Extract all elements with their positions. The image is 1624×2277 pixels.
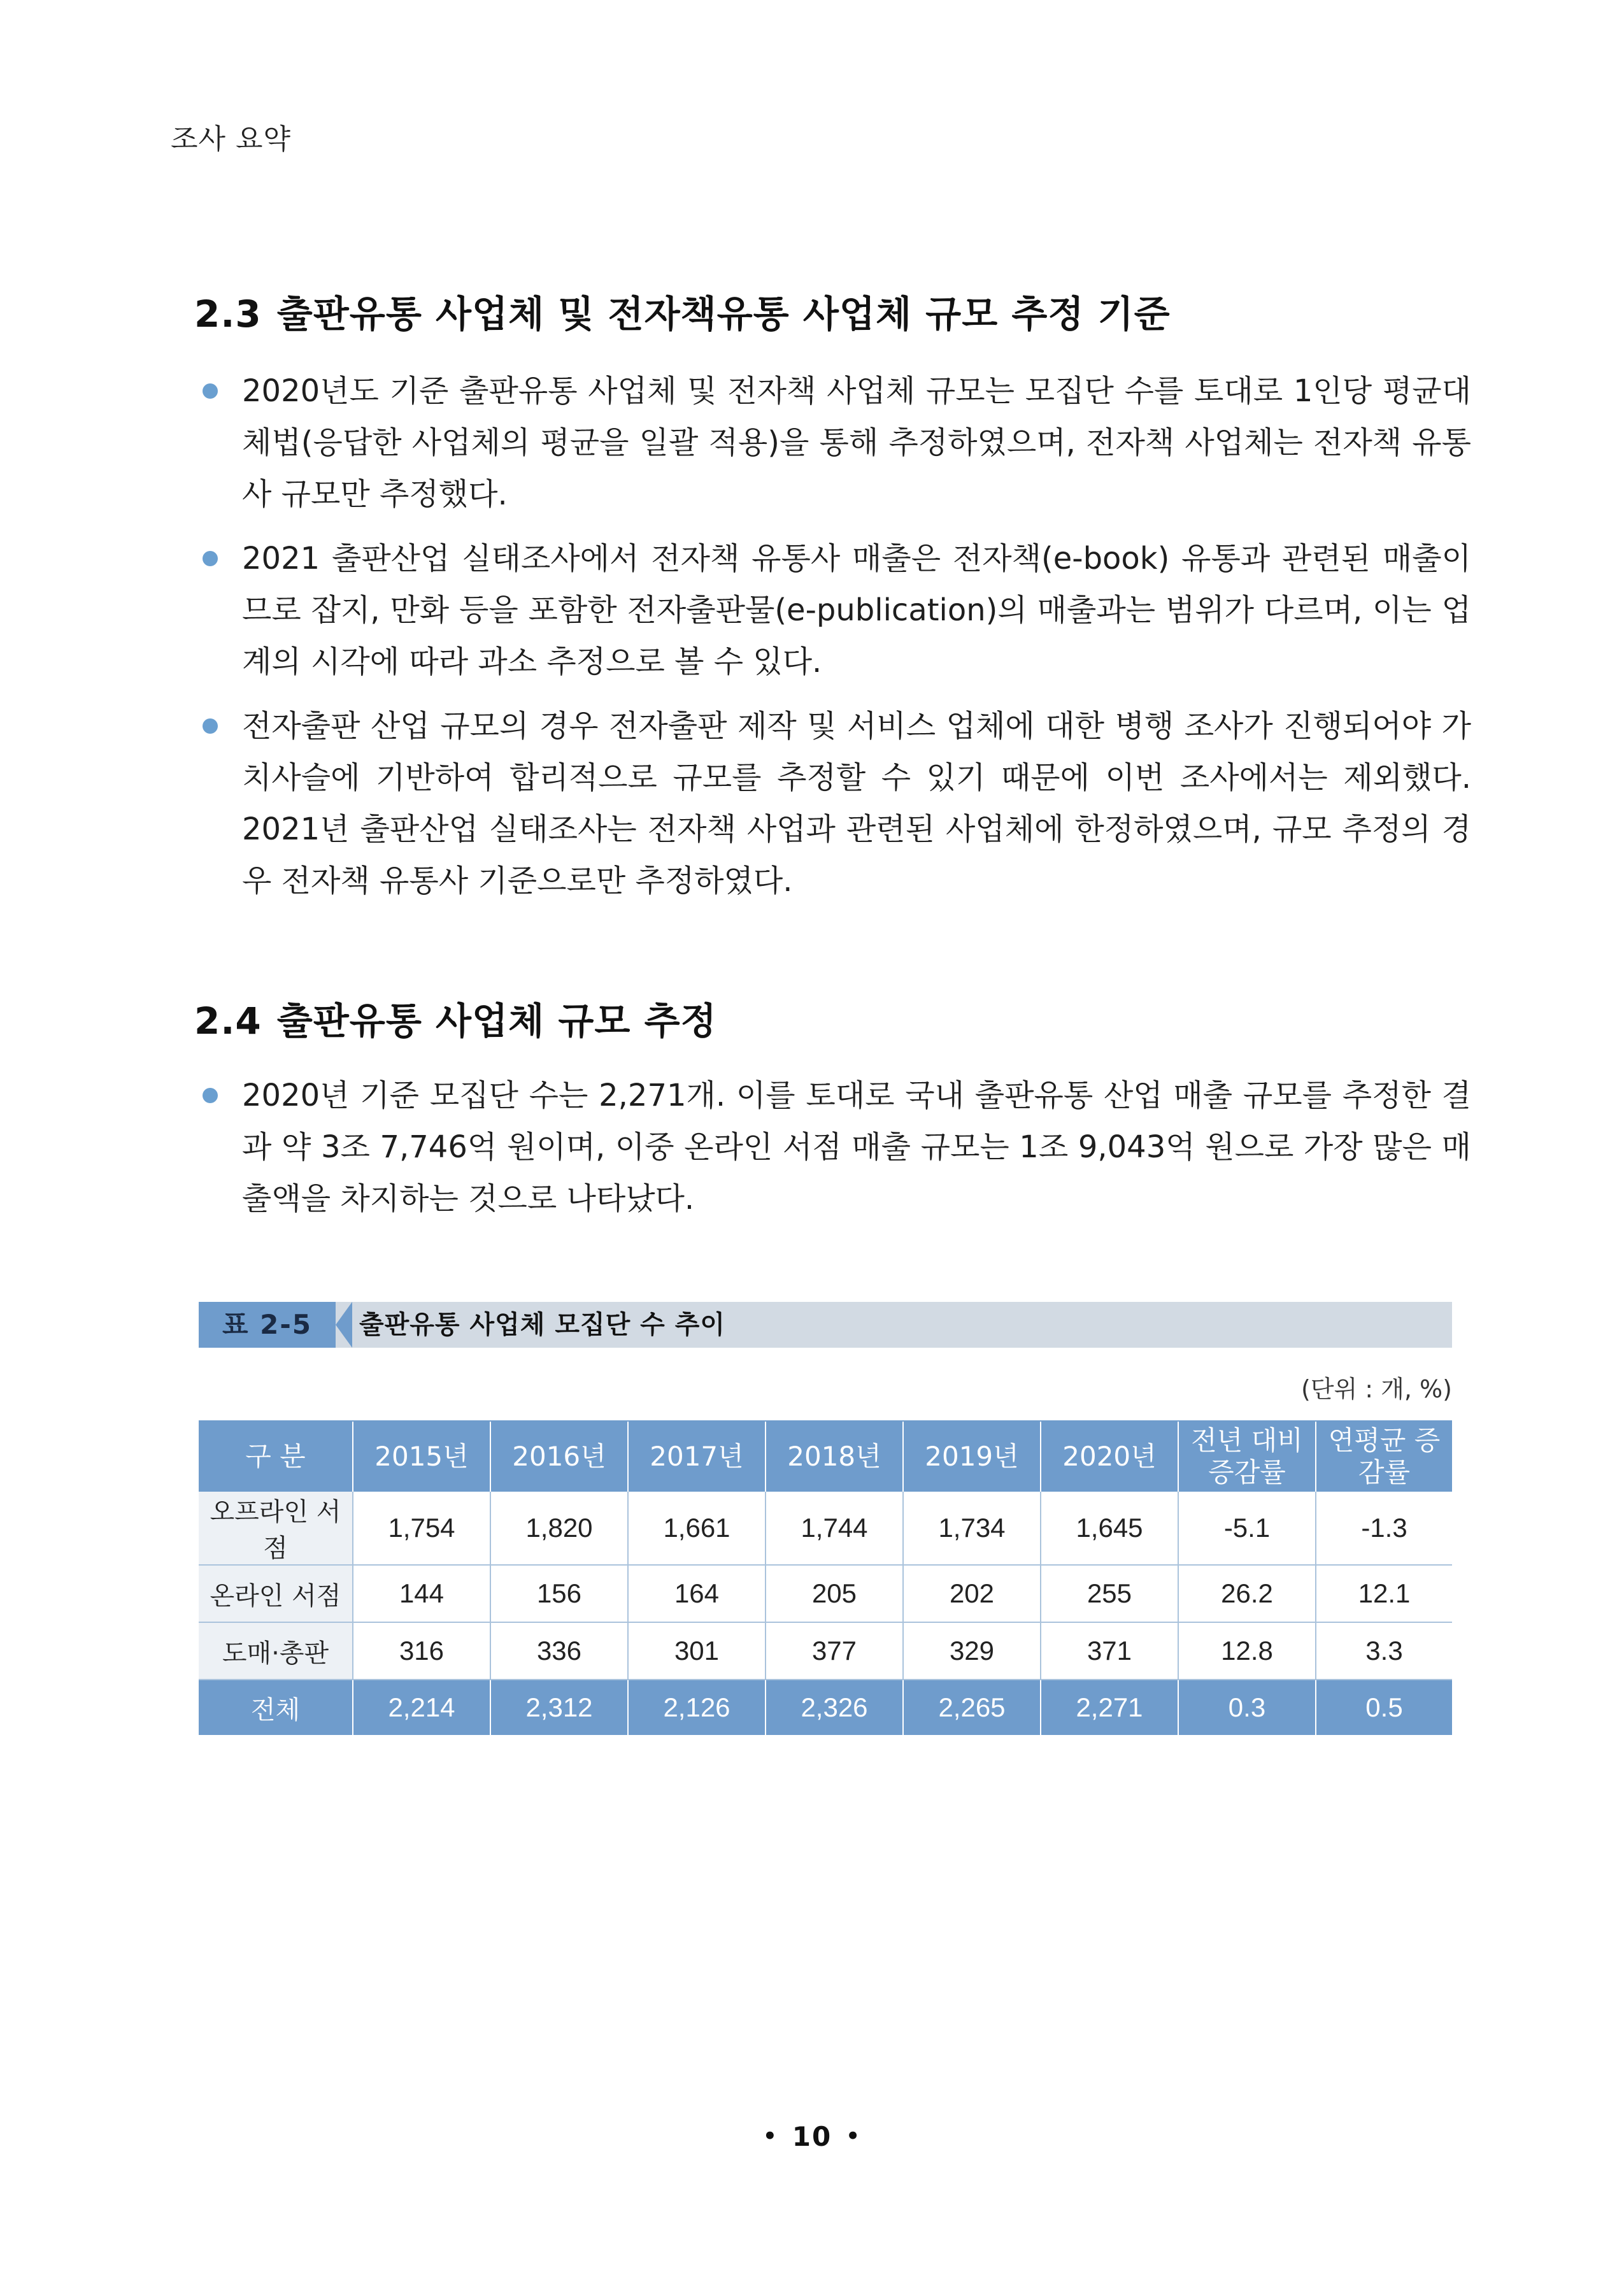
bullet-item	[197, 701, 1471, 907]
table-cell: 301	[628, 1622, 766, 1680]
column-header: 구 분	[199, 1422, 353, 1492]
footer-dot-right: •	[846, 2124, 861, 2149]
table-cell: 26.2	[1178, 1565, 1316, 1622]
bullet-icon	[203, 718, 218, 734]
row-label: 도매·총판	[199, 1622, 353, 1680]
table-cell: -5.1	[1178, 1492, 1316, 1565]
column-header: 2017년	[628, 1422, 766, 1492]
footer-dot-left: •	[763, 2124, 778, 2149]
table-cell: 2,271	[1041, 1680, 1178, 1735]
row-label: 오프라인 서점	[199, 1492, 353, 1565]
table-caption-bar	[199, 1302, 1452, 1348]
table-row	[199, 1622, 1452, 1680]
table-cell: 2,126	[628, 1680, 766, 1735]
table-cell: 371	[1041, 1622, 1178, 1680]
section-title: 출판유통 사업체 및 전자책유통 사업체 규모 추정 기준	[276, 292, 1171, 336]
table-cell: 2,214	[353, 1680, 490, 1735]
table-cell: 205	[766, 1565, 903, 1622]
table-cell: 329	[903, 1622, 1041, 1680]
table-cell: 156	[490, 1565, 628, 1622]
table-total-row	[199, 1680, 1452, 1735]
bullet-item	[197, 366, 1471, 520]
table-unit-note: (단위 : 개, %)	[1300, 1375, 1452, 1403]
table-cell: 12.1	[1316, 1565, 1452, 1622]
bullet-item	[197, 1070, 1471, 1225]
bullet-text: 2021 출판산업 실태조사에서 전자책 유통사 매출은 전자책(e-book) 유통과 관련된 매출이므로 잡지, 만화 등을 포함한 전자출판물(e-publication)의 매출과는 범위가 다르며, 이는 업계의 시각에 따라 과소 추정으로 볼 수 있다.	[242, 541, 1471, 680]
column-header: 2019년	[903, 1422, 1041, 1492]
population-table	[199, 1422, 1452, 1735]
table-cell: 3.3	[1316, 1622, 1452, 1680]
table-cell: 1,820	[490, 1492, 628, 1565]
running-header: 조사 요약	[171, 123, 292, 155]
table-row	[199, 1492, 1452, 1565]
row-label: 온라인 서점	[199, 1565, 353, 1622]
page-number: 10	[792, 2121, 832, 2152]
table-cell: 0.5	[1316, 1680, 1452, 1735]
table-header-row	[199, 1422, 1452, 1492]
table-cell: 2,326	[766, 1680, 903, 1735]
bullet-text: 2020년도 기준 출판유통 사업체 및 전자책 사업체 규모는 모집단 수를 토대로 1인당 평균대체법(응답한 사업체의 평균을 일괄 적용)을 통해 추정하였으며, 전자책 사업체는 전자책 유통사 규모만 추정했다.	[242, 373, 1471, 512]
table-cell: 164	[628, 1565, 766, 1622]
column-header: 전년 대비 증감률	[1178, 1422, 1316, 1492]
table-cell: 1,754	[353, 1492, 490, 1565]
table-cell: 1,734	[903, 1492, 1041, 1565]
table-cell: 2,265	[903, 1680, 1041, 1735]
page-footer	[0, 2121, 1624, 2152]
table-cell: 202	[903, 1565, 1041, 1622]
section-number: 2.3	[194, 292, 262, 336]
caption-notch-shape	[336, 1302, 352, 1348]
table-cell: 1,645	[1041, 1492, 1178, 1565]
bullet-item	[197, 533, 1471, 688]
bullet-icon	[203, 1088, 218, 1103]
row-label: 전체	[199, 1680, 353, 1735]
table-row	[199, 1565, 1452, 1622]
column-header: 2018년	[766, 1422, 903, 1492]
column-header: 2015년	[353, 1422, 490, 1492]
bullet-icon	[203, 551, 218, 566]
table-cell: 377	[766, 1622, 903, 1680]
table-cell: 144	[353, 1565, 490, 1622]
table-cell: 316	[353, 1622, 490, 1680]
table-cell: 336	[490, 1622, 628, 1680]
table-cell: 1,744	[766, 1492, 903, 1565]
bullet-icon	[203, 383, 218, 399]
table-cell: 255	[1041, 1565, 1178, 1622]
section-title: 출판유통 사업체 규모 추정	[276, 999, 717, 1043]
bullet-list-2-3	[197, 366, 1471, 920]
table-cell: 0.3	[1178, 1680, 1316, 1735]
table-number-tag: 표 2-5	[199, 1302, 336, 1348]
table-cell: 1,661	[628, 1492, 766, 1565]
table-title: 출판유통 사업체 모집단 수 추이	[359, 1310, 726, 1339]
column-header: 2016년	[490, 1422, 628, 1492]
table-cell: 2,312	[490, 1680, 628, 1735]
section-number: 2.4	[194, 999, 262, 1043]
bullet-text: 전자출판 산업 규모의 경우 전자출판 제작 및 서비스 업체에 대한 병행 조사가 진행되어야 가치사슬에 기반하여 합리적으로 규모를 추정할 수 있기 때문에 이번 조사에서는 제외했다. 2021년 출판산업 실태조사는 전자책 사업과 관련된 사업체에 한정하였으며, 규모 추정의 경우 전자책 유통사 기준으로만 추정하였다.	[242, 708, 1471, 899]
section-heading-2-3	[194, 284, 1171, 338]
column-header: 연평균 증감률	[1316, 1422, 1452, 1492]
section-heading-2-4	[194, 991, 717, 1045]
bullet-list-2-4	[197, 1070, 1471, 1238]
bullet-text: 2020년 기준 모집단 수는 2,271개. 이를 토대로 국내 출판유통 산업 매출 규모를 추정한 결과 약 3조 7,746억 원이며, 이중 온라인 서점 매출 규모는 1조 9,043억 원으로 가장 많은 매출액을 차지하는 것으로 나타났다.	[242, 1078, 1471, 1217]
table-cell: -1.3	[1316, 1492, 1452, 1565]
table-cell: 12.8	[1178, 1622, 1316, 1680]
column-header: 2020년	[1041, 1422, 1178, 1492]
